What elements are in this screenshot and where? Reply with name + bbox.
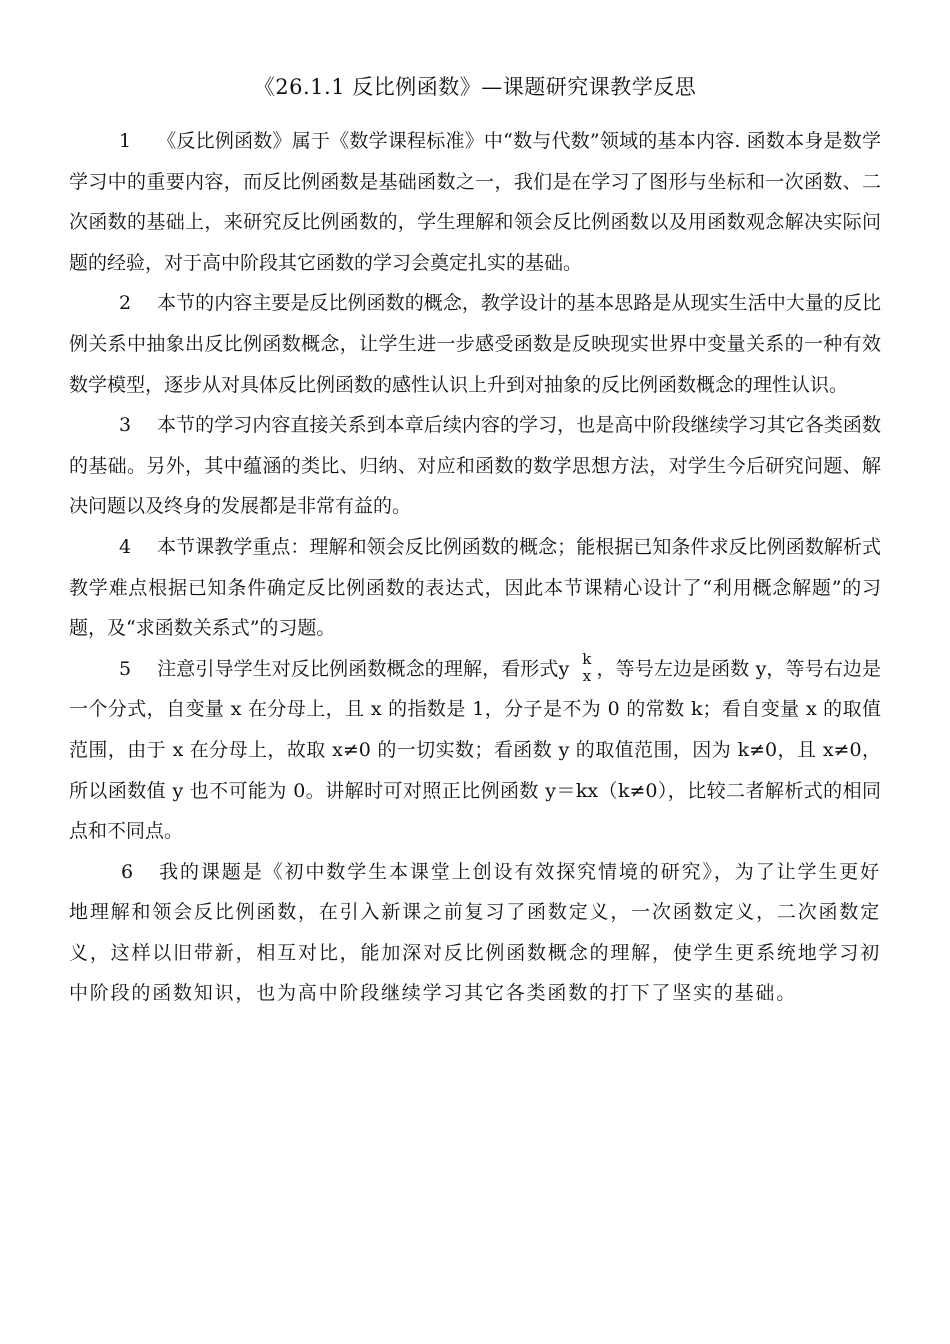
- paragraph-text: 《反比例函数》属于《数学课程标准》中“数与代数”领域的基本内容. 函数本身是数学学习中的重要内容，而反比例函数是基础函数之一，我们是在学习了图形与坐标和一次函数、二次函数的基础上，来研究反比例函数的，学生理解和领会反比例函数以及用函数观念解决实际问题的经验，对于高中阶段其它函数的学习会奠定扎实的基础。: [69, 130, 881, 274]
- formula-y: y: [558, 657, 570, 680]
- paragraph-5: [69, 649, 881, 852]
- paragraph-3: [69, 405, 881, 527]
- paragraph-text-after: ，等号左边是函数 y，等号右边是一个分式，自变量 x 在分母上，且 x 的指数是 1，分子是不为 0 的常数 k；看自变量 x 的取值范围，由于 x 在分母上，故取 x≠0 的一切实数；看函数 y 的取值范围，因为 k≠0，且 x≠0，所以函数值 y 也不可能为 0。讲解时可对照正比例函数 y＝kx（k≠0），比较二者解析式的相同点和不同点。: [69, 657, 881, 843]
- paragraph-text-before: 注意引导学生对反比例函数概念的理解，看形式: [157, 657, 559, 680]
- paragraph-number: 6: [121, 860, 135, 883]
- document-body: [69, 121, 881, 1014]
- paragraph-number: 1: [119, 130, 132, 152]
- paragraph-number: 2: [119, 292, 132, 315]
- paragraph-number: 3: [119, 414, 132, 437]
- paragraph-1: [69, 121, 881, 283]
- paragraph-text: 本节的内容主要是反比例函数的概念，教学设计的基本思路是从现实生活中大量的反比例关系中抽象出反比例函数概念，让学生进一步感受函数是反映现实世界中变量关系的一种有效数学模型，逐步从对具体反比例函数的感性认识上升到对抽象的反比例函数概念的理性认识。: [69, 292, 881, 396]
- paragraph-6: [69, 852, 881, 1014]
- paragraph-text: 本节的学习内容直接关系到本章后续内容的学习，也是高中阶段继续学习其它各类函数的基础。另外，其中蕴涵的类比、归纳、对应和函数的数学思想方法，对学生今后研究问题、解决问题以及终身的发展都是非常有益的。: [69, 414, 881, 518]
- paragraph-4: [69, 527, 881, 649]
- paragraph-text: 我的课题是《初中数学生本课堂上创设有效探究情境的研究》，为了让学生更好地理解和领会反比例函数，在引入新课之前复习了函数定义，一次函数定义，二次函数定义，这样以旧带新，相互对比，能加深对反比例函数概念的理解，使学生更系统地学习初中阶段的函数知识，也为高中阶段继续学习其它各类函数的打下了坚实的基础。: [69, 860, 881, 1005]
- paragraph-2: [69, 283, 881, 405]
- paragraph-number: 4: [119, 535, 132, 558]
- fraction-denominator: x: [582, 666, 592, 685]
- fraction-numerator: k: [582, 649, 592, 668]
- document-title: 《26.1.1 反比例函数》—课题研究课教学反思: [253, 75, 697, 99]
- paragraph-text: 本节课教学重点：理解和领会反比例函数的概念；能根据已知条件求反比例函数解析式教学难点根据已知条件确定反比例函数的表达式，因此本节课精心设计了“利用概念解题”的习题，及“求函数关系式”的习题。: [69, 535, 881, 640]
- fraction-k-over-x: [579, 651, 594, 685]
- paragraph-number: 5: [119, 657, 132, 680]
